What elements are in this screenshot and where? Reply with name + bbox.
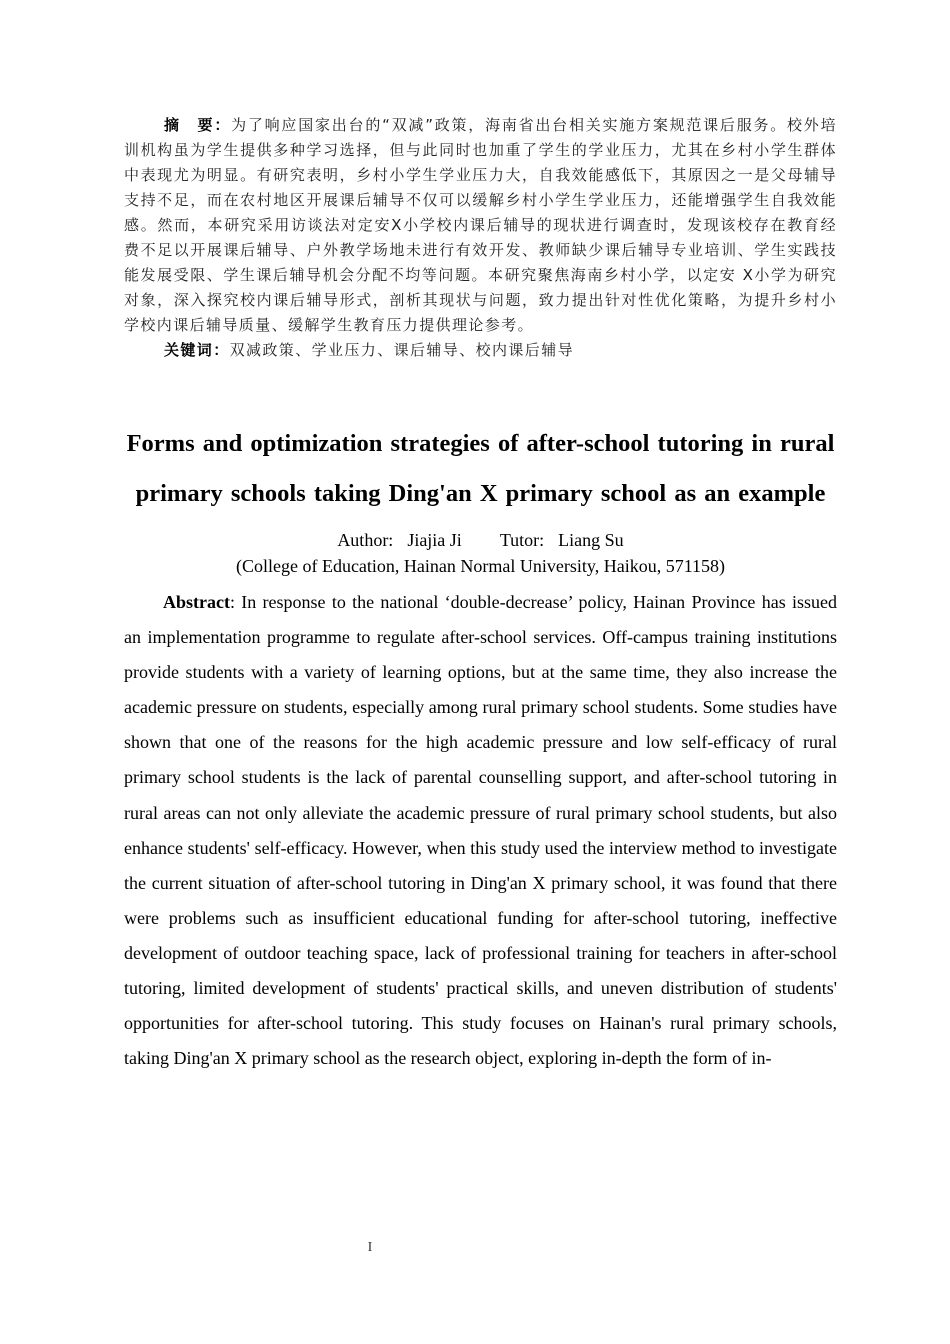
author-name: Jiajia Ji	[407, 530, 462, 550]
chinese-keywords-text: 双减政策、学业压力、课后辅导、校内课后辅导	[229, 341, 575, 359]
author-label: Author:	[337, 530, 394, 550]
tutor-label: Tutor:	[499, 530, 545, 550]
chinese-keywords	[124, 338, 837, 363]
tutor-name: Liang Su	[558, 530, 624, 550]
english-abstract-label: Abstract	[163, 592, 230, 612]
english-abstract	[124, 585, 837, 1076]
chinese-abstract	[124, 113, 837, 338]
chinese-abstract-label: 摘 要：	[164, 116, 232, 134]
english-abstract-text: : In response to the national ‘double-decrease’ policy, Hainan Province has issued an implementation programme to regulate after-school services. Off-campus training institutions provide students with a variety of learning options, but at the same time, they also increase the academic pressure on students, especially among rural primary school students. Some studies have shown that one of the reasons for the high academic pressure and low self-efficacy of rural primary school students is the lack of parental counselling support, and after-school tutoring in rural areas can not only alleviate the academic pressure of rural primary school students, but also enhance students' self-efficacy. However, when this study used the interview method to investigate the current situation of after-school tutoring in Ding'an X primary school, it was found that there were problems such as insufficient educational funding for after-school tutoring, ineffective development of outdoor teaching space, lack of professional training for teachers in after-school tutoring, limited development of students' practical skills, and uneven distribution of students' opportunities for after-school tutoring. This study focuses on Hainan's rural primary schools, taking Ding'an X primary school as the research object, exploring in-depth the form of in-	[124, 592, 837, 1069]
byline	[124, 527, 837, 553]
page-number: I	[367, 1240, 373, 1255]
chinese-keywords-label: 关键词：	[164, 341, 230, 359]
page-body	[124, 113, 837, 1076]
affiliation: (College of Education, Hainan Normal University, Haikou, 571158)	[235, 556, 726, 576]
english-title: Forms and optimization strategies of after-school tutoring in rural primary schools taking Ding'an X primary school as an example	[126, 430, 835, 507]
chinese-abstract-text: 为了响应国家出台的“双减”政策，海南省出台相关实施方案规范课后服务。校外培训机构虽为学生提供多种学习选择，但与此同时也加重了学生的学业压力，尤其在乡村小学生群体中表现尤为明显。有研究表明，乡村小学生学业压力大，自我效能感低下，其原因之一是父母辅导支持不足，而在农村地区开展课后辅导不仅可以缓解乡村小学生学业压力，还能增强学生自我效能感。然而，本研究采用访谈法对定安X小学校内课后辅导的现状进行调查时，发现该校存在教育经费不足以开展课后辅导、户外教学场地未进行有效开发、教师缺少课后辅导专业培训、学生实践技能发展受限、学生课后辅导机会分配不均等问题。本研究聚焦海南乡村小学，以定安 X小学为研究对象，深入探究校内课后辅导形式，剖析其现状与问题，致力提出针对性优化策略，为提升乡村小学校内课后辅导质量、缓解学生教育压力提供理论参考。	[124, 116, 837, 334]
